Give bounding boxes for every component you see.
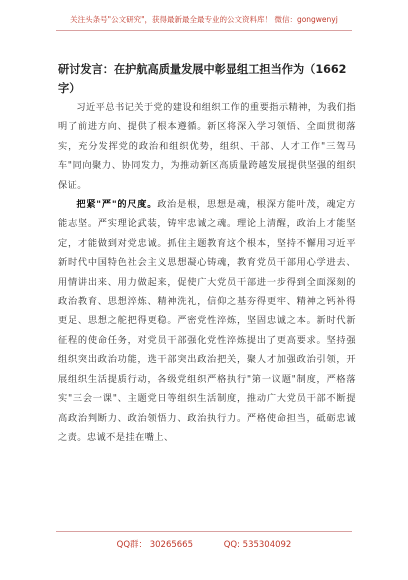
header-promo-note: 关注头条号"公文研究"，获得最新最全最专业的公文资料库！ 微信：gongwenyj bbox=[70, 15, 338, 24]
footer-contacts bbox=[0, 538, 408, 550]
header-divider bbox=[56, 30, 352, 31]
footer-divider bbox=[56, 531, 352, 532]
footer-qq-number: QQ: 535304092 bbox=[223, 540, 292, 550]
footer-qq-group: QQ群： 30265665 bbox=[116, 540, 194, 550]
paragraph-text: 政治是根，思想是魂，根深方能叶茂，魂定方能志坚。严实理论武装，铸牢忠诚之魂。理论上清醒，政治上才能坚定，才能做到对党忠诚。抓住主题教育这个根本，坚持不懈用习近平新时代中国特色社会主义思想凝心铸魂，教育党员干部用心学进去、用情讲出来、用力做起来，促使广大党员干部进一步得到全面深刻的政治教育、思想淬炼、精神洗礼，信仰之基夯得更牢、精神之钙补得更足、思想之舵把得更稳。严密党性淬炼，坚固忠诚之本。新时代新征程的使命任务，对党员干部强化党性淬炼提出了更高要求。坚持强组织突出政治功能，选干部突出政治把关，聚人才加强政治引领，开展组织生活提质行动，各级党组织严格执行"第一议题"制度，严格落实"三会一课"、主题党日等组织生活制度，推动广大党员干部不断提高政治判断力、政治领悟力、政治执行力。严格使命担当，砥砺忠诚之责。忠诚不是挂在嘴上、 bbox=[58, 199, 357, 443]
paragraph-lead-heading: 把紧"严"的尺度。 bbox=[76, 199, 158, 211]
paragraph-intro: 习近平总书记关于党的建设和组织工作的重要指示精神，为我们指明了前进方向、提供了根本遵循。新区将深入学习领悟、全面贯彻落实，充分发挥党的政治和组织优势，组织、干部、人才工作"三驾马车"同向聚力、协同发力，为推动新区高质量跨越发展提供坚强的组织保证。 bbox=[58, 102, 356, 191]
document-title: 研讨发言：在护航高质量发展中彰显组工担当作为（1662字） bbox=[58, 63, 347, 95]
document-body bbox=[58, 98, 356, 447]
paragraph-strict-standard bbox=[58, 195, 356, 447]
